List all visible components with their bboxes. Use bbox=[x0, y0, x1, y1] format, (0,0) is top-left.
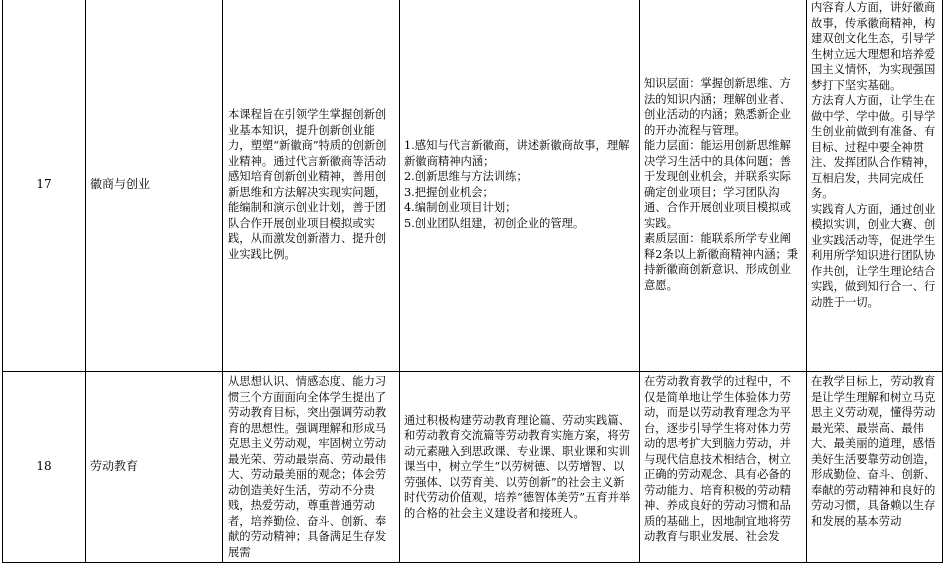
topic-item: 3.把握创业机会； bbox=[404, 185, 494, 199]
table-row bbox=[3, 0, 943, 372]
page-edge-divider bbox=[942, 0, 946, 555]
course-name: 徽商与创业 bbox=[86, 0, 223, 372]
row-number: 17 bbox=[3, 0, 86, 372]
course-name: 劳动教育 bbox=[86, 372, 223, 563]
course-ideology: 在教学目标上，劳动教育是让学生理解和树立马克思主义劳动观，懂得劳动最光荣、最崇高、最伟大、最美丽的道理，感悟美好生活要靠劳动创造，形成勤俭、奋斗、创新、奉献的劳动精神和良好的劳动习惯，具备赖以生存和发展的基本劳动 bbox=[807, 372, 943, 563]
topic-item: 2.创新思维与方法训练； bbox=[404, 170, 528, 183]
course-requirements: 知识层面：掌握创新思维、方法的知识内涵；理解创业者、创业活动的内涵；熟悉新企业的开办流程与管理。 能力层面：能运用创新思维解决学习生活中的具体问题；善于发现创业机会，并联系实际确定创业项目；学习团队沟通、合作开展创业项目模拟或实践。 素质层面：能联系所学专业阐释2条以上新徽商精神内涵；秉持新徽商创新意识、形成创业意愿。 bbox=[640, 0, 807, 372]
topic-item: 5.创业团队组建，初创企业的管理。 bbox=[404, 216, 585, 230]
course-topics: 通过积极构建劳动教育理论篇、劳动实践篇、和劳动教育交流篇等劳动教育实施方案，将劳动元素融入到思政课、专业课、职业课和实训课当中，树立学生“以劳树德、以劳增智、以劳强体、以劳育美、以劳创新”的社会主义新时代劳动价值观，培养“德智体美劳”五育并举的合格的社会主义建设者和接班人。 bbox=[400, 372, 640, 563]
course-goal: 从思想认识、情感态度、能力习惯三个方面面向全体学生提出了劳动教育目标，突出强调劳动教育的思想性。强调理解和形成马克思主义劳动观，牢固树立劳动最光荣、劳动最崇高、劳动最伟大、劳动最美丽的观念；体会劳动创造美好生活，劳动不分贵贱，热爱劳动，尊重普通劳动者，培养勤俭、奋斗、创新、奉献的劳动精神；具备满足生存发展需 bbox=[223, 372, 400, 563]
course-topics bbox=[400, 0, 640, 372]
course-table bbox=[2, 0, 943, 563]
course-ideology: 内容育人方面，讲好徽商故事，传承徽商精神，构建双创文化生态，引导学生树立远大理想和培养爱国主义情怀，为实现强国梦打下坚实基础。 方法育人方面，让学生在做中学、学中做。引导学生创业前做到有准备、有目标、过程中要全神贯注、发挥团队合作精神，互相启发，共同完成任务。 实践育人方面，通过创业模拟实训，创业大赛、创业实践活动等，促进学生利用所学知识进行团队协作共创，让学生理论结合实践，做到知行合一、行动胜于一切。 bbox=[807, 0, 943, 372]
table-row bbox=[3, 372, 943, 563]
topic-item: 4.编制创业项目计划； bbox=[404, 201, 517, 214]
course-goal: 本课程旨在引领学生掌握创新创业基本知识，提升创新创业能力，塑塑“新徽商”特质的创新创业精神。通过代言新徽商等活动感知培育创新创业精神，善用创新思维和方法解决实现实问题，能编制和演示创业计划，善于团队合作开展创业项目模拟或实践，从而激发创新潜力、提升创业实践比例。 bbox=[223, 0, 400, 372]
row-number: 18 bbox=[3, 372, 86, 563]
course-requirements: 在劳动教育教学的过程中，不仅是简单地让学生体验体力劳动，而是以劳动教育理念为平台，逐步引导学生将对体力劳动的思考扩大到脑力劳动，并与现代信息技术相结合，树立正确的劳动观念、具有必备的劳动能力、培育积极的劳动精神、养成良好的劳动习惯和品质的基础上，因地制宜地将劳动教育与职业发展、社会发 bbox=[640, 372, 807, 563]
topic-item: 1.感知与代言新徽商，讲述新徽商故事，理解新徽商精神内涵； bbox=[404, 139, 630, 168]
